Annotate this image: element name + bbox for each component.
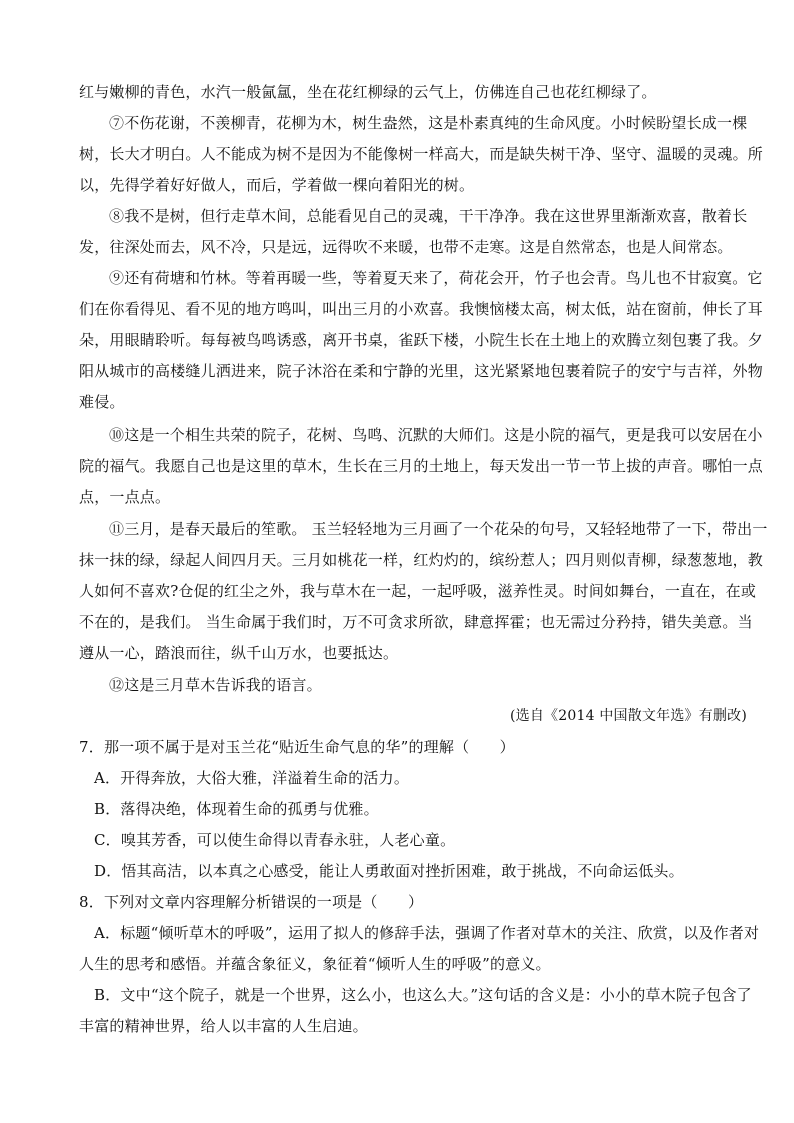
text-line: 点，一点点。 [79, 488, 171, 506]
text-line: 人如何不喜欢?仓促的红尘之外，我与草木在一起，一起呼吸，滋养性灵。时间如舞台，一直在，在或 [79, 582, 757, 600]
text-line: 难侵。 [79, 393, 125, 411]
text-line: 阳从城市的高楼缝儿洒进来，院子沐浴在柔和宁静的光里，这光紧紧地包裹着院子的安宁与吉祥，外物 [79, 362, 764, 380]
text-line: 抹一抹的绿，绿起人间四月天。三月如桃花一样，红灼灼的，缤纷惹人；四月则似青柳，绿葱葱地，教 [79, 551, 764, 569]
text-line: 不在的，是我们。 当生命属于我们时，万不可贪求所欲，肆意挥霍；也无需过分矜持，错失美意。当 [79, 613, 753, 631]
text-line: ⑨还有荷塘和竹林。等着再暖一些，等着夏天来了，荷花会开，竹子也会青。鸟儿也不甘寂寞。它 [109, 269, 763, 287]
text-line: 院的福气。我愿自己也是这里的草木，生长在三月的土地上，每天发出一节一节上拔的声音。哪怕一点 [79, 457, 764, 475]
text-line: ⑩这是一个相生共荣的院子，花树、鸟鸣、沉默的大师们。这是小院的福气，更是我可以安居在小 [109, 426, 763, 444]
text-line: ⑪三月，是春天最后的笙歌。 玉兰轻轻地为三月画了一个花朵的句号，又轻轻地带了一下，带出一 [109, 520, 768, 538]
answer-option-continuation: 丰富的精神世界，给人以丰富的人生启迪。 [79, 1017, 368, 1035]
answer-option: C．嗅其芳香，可以使生命得以青春永驻，人老心童。 [94, 831, 456, 849]
answer-option: B．落得决绝，体现着生命的孤勇与优雅。 [94, 800, 379, 818]
text-line: ⑧我不是树，但行走草木间，总能看见自己的灵魂，干干净净。我在这世界里渐渐欢喜，散着长 [109, 207, 748, 225]
answer-option: B．文中“这个院子，就是一个世界，这么小，也这么大。”这句话的含义是：小小的草木院子包含了 [94, 986, 752, 1004]
answer-option: A．开得奔放，大俗大雅，洋溢着生命的活力。 [94, 769, 410, 787]
answer-option: D．悟其高洁，以本真之心感受，能让人勇敢面对挫折困难，敢于挑战，不向命运低头。 [94, 862, 684, 880]
text-line: 红与嫩柳的青色，水汽一般氤氲，坐在花红柳绿的云气上，仿佛连自己也花红柳绿了。 [79, 83, 657, 101]
text-line: ⑫这是三月草木告诉我的语言。 [109, 676, 322, 694]
text-line: 树，长大才明白。人不能成为树不是因为不能像树一样高大，而是缺失树干净、坚守、温暖的灵魂。所 [79, 145, 764, 163]
answer-option-continuation: 人生的思考和感悟。并蕴含象征义，象征着“倾听人生的呼吸”的意义。 [79, 955, 551, 973]
text-line: ⑦不伤花谢，不羡柳青，花柳为木，树生盎然，这是朴素真纯的生命风度。小时候盼望长成一棵 [109, 114, 748, 132]
text-line: 遵从一心，踏浪而往，纵千山万水，也要抵达。 [79, 644, 399, 662]
text-line: 们在你看得见、看不见的地方鸣叫，叫出三月的小欢喜。我懊恼楼太高，树太低，站在窗前，伸长了耳 [79, 300, 764, 318]
source-citation: (选自《2014 中国散文年选》有删改) [509, 708, 747, 724]
text-line: 朵，用眼睛聆听。每每被鸟鸣诱惑，离开书桌，雀跃下楼，小院生长在土地上的欢腾立刻包裹了我。夕 [79, 331, 764, 349]
question-stem: 7．那一项不属于是对玉兰花“贴近生命气息的华”的理解（ ） [79, 738, 515, 756]
answer-option: A．标题“倾听草木的呼吸”，运用了拟人的修辞手法，强调了作者对草木的关注、欣赏，以及作者对 [94, 924, 760, 942]
text-line: 以，先得学着好好做人，而后，学着做一棵向着阳光的树。 [79, 176, 475, 194]
question-stem: 8．下列对文章内容理解分析错误的一项是（ ） [79, 893, 424, 911]
text-line: 发，往深处而去，风不冷，只是远，远得吹不来暖，也带不走寒。这是自然常态，也是人间常态。 [79, 238, 733, 256]
